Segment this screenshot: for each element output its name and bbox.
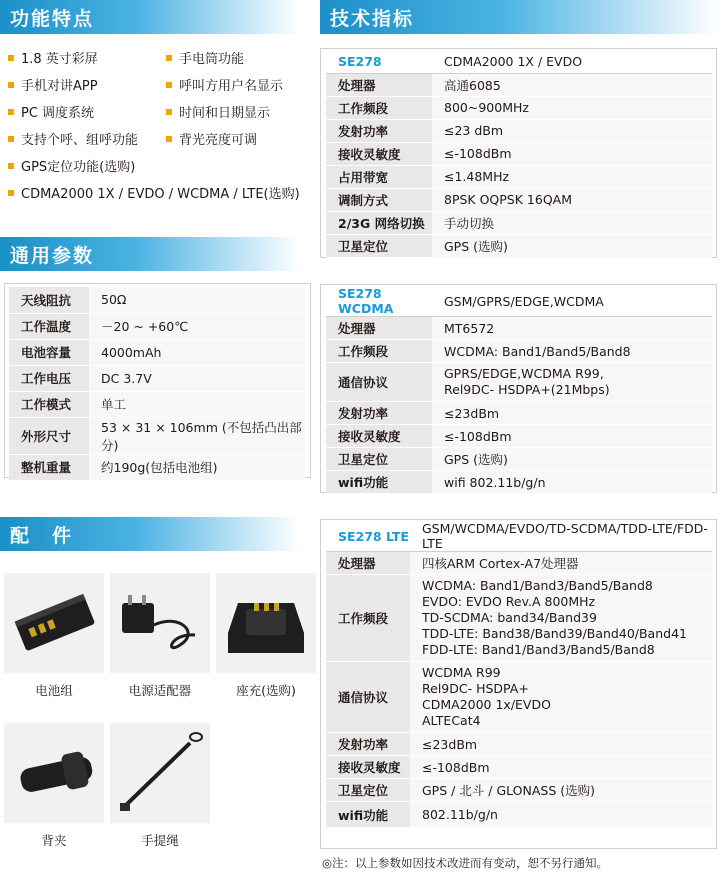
accessory-belt-clip-label: 背夹 <box>41 833 67 848</box>
spec-value: ≤-108dBm <box>410 756 712 779</box>
spec-row <box>326 662 712 733</box>
spec-key: wifi功能 <box>326 802 410 828</box>
param-value: 53 × 31 × 106mm (不包括凸出部分) <box>89 417 305 454</box>
spec-value: GPS / 北斗 / GLONASS (选购) <box>410 779 712 802</box>
feature-label: 1.8 英寸彩屏 <box>21 52 98 67</box>
spec-value: 手动切换 <box>432 211 712 234</box>
spec-model-standard: GSM/GPRS/EDGE,WCDMA <box>432 286 712 317</box>
spec-row <box>326 779 712 802</box>
spec-value: WCDMA: Band1/Band5/Band8 <box>432 340 712 363</box>
spec-model-standard: CDMA2000 1X / EVDO <box>432 50 712 73</box>
general-param-row <box>9 391 305 417</box>
spec-row <box>326 552 712 575</box>
spec-model-name: SE278 <box>326 50 432 73</box>
spec-key: 通信协议 <box>326 662 410 733</box>
param-key: 工作温度 <box>9 313 89 339</box>
feature-item <box>8 183 300 202</box>
spec-value: 高通6085 <box>432 73 712 96</box>
spec-row <box>326 142 712 165</box>
spec-value: wifi 802.11b/g/n <box>432 471 712 494</box>
spec-value: WCDMA: Band1/Band3/Band5/Band8 EVDO: EVDO Rev.A 800MHz TD-SCDMA: band34/Band39 TDD-LTE: Band38/Band39/Band40/Band41 FDD-LTE: Band1/Band3/Band5/Band8 <box>410 575 712 662</box>
param-value: 4000mAh <box>89 339 305 365</box>
feature-label: CDMA2000 1X / EVDO / WCDMA / LTE(选购) <box>21 187 300 202</box>
spec-value: 802.11b/g/n <box>410 802 712 828</box>
bullet-icon <box>166 136 172 142</box>
accessory-adapter-image <box>110 573 210 673</box>
spec-key: 处理器 <box>326 73 432 96</box>
spec-key: 处理器 <box>326 317 432 340</box>
spec-key: 接收灵敏度 <box>326 142 432 165</box>
spec-value: ≤-108dBm <box>432 142 712 165</box>
spec-key: 卫星定位 <box>326 234 432 257</box>
spec-row <box>326 340 712 363</box>
accessory-charger-image <box>216 573 316 673</box>
battery-icon <box>4 573 104 673</box>
spec-model-row <box>326 521 712 552</box>
spec-row <box>326 471 712 494</box>
spec-value: ≤23dBm <box>410 733 712 756</box>
spec-value: WCDMA R99 Rel9DC- HSDPA+ CDMA2000 1x/EVDO ALTECat4 <box>410 662 712 733</box>
spec-row <box>326 119 712 142</box>
spec-model-name: SE278 LTE <box>326 521 410 552</box>
bullet-icon <box>166 109 172 115</box>
bullet-icon <box>8 82 14 88</box>
power-adapter-icon <box>110 573 210 673</box>
bullet-icon <box>166 82 172 88</box>
feature-item <box>166 48 244 67</box>
feature-label: GPS定位功能(选购) <box>21 160 136 175</box>
accessory-belt-clip-image <box>4 723 104 823</box>
spec-key: 处理器 <box>326 552 410 575</box>
accessory-lanyard-label: 手提绳 <box>141 833 179 848</box>
spec-key: 通信协议 <box>326 363 432 402</box>
feature-label: 手电筒功能 <box>179 52 245 67</box>
general-params-table <box>9 287 305 481</box>
spec-model-name: SE278 WCDMA <box>326 286 432 317</box>
feature-label: 呼叫方用户名显示 <box>179 79 284 94</box>
accessories-header: 配 件 <box>0 517 300 551</box>
spec-key: 发射功率 <box>326 119 432 142</box>
spec-value: 800~900MHz <box>432 96 712 119</box>
spec-value: ≤23 dBm <box>432 119 712 142</box>
spec-value: MT6572 <box>432 317 712 340</box>
accessory-charger-label: 座充(选购) <box>236 683 296 698</box>
feature-item <box>166 75 283 94</box>
spec-row <box>326 165 712 188</box>
spec-row <box>326 802 712 828</box>
spec-row <box>326 425 712 448</box>
accessory-battery-image <box>4 573 104 673</box>
param-value: 单工 <box>89 391 305 417</box>
spec-key: 发射功率 <box>326 733 410 756</box>
spec-key: 2/3G 网络切换 <box>326 211 432 234</box>
spec-row <box>326 96 712 119</box>
spec-model-row <box>326 286 712 317</box>
general-param-row <box>9 365 305 391</box>
spec-key: wifi功能 <box>326 471 432 494</box>
specs-header: 技术指标 <box>320 0 720 34</box>
spec-row <box>326 234 712 257</box>
spec-key: 卫星定位 <box>326 448 432 471</box>
accessory-battery-label: 电池组 <box>35 683 73 698</box>
feature-label: 时间和日期显示 <box>179 106 271 121</box>
param-value: 50Ω <box>89 287 305 313</box>
bullet-icon <box>8 136 14 142</box>
spec-value: ≤-108dBm <box>432 425 712 448</box>
param-key: 天线阻抗 <box>9 287 89 313</box>
general-param-row <box>9 339 305 365</box>
feature-item <box>8 156 135 175</box>
bullet-icon <box>8 190 14 196</box>
spec-row <box>326 575 712 662</box>
feature-label: 背光亮度可调 <box>179 133 258 148</box>
spec-key: 接收灵敏度 <box>326 756 410 779</box>
spec-se278-table <box>326 50 712 258</box>
spec-row <box>326 317 712 340</box>
spec-key: 接收灵敏度 <box>326 425 432 448</box>
spec-value: GPS (选购) <box>432 448 712 471</box>
feature-item <box>166 102 270 121</box>
param-key: 电池容量 <box>9 339 89 365</box>
bullet-icon <box>8 109 14 115</box>
general-param-row <box>9 417 305 454</box>
spec-row <box>326 733 712 756</box>
spec-key: 工作频段 <box>326 575 410 662</box>
spec-key: 调制方式 <box>326 188 432 211</box>
param-value: －20 ~ +60℃ <box>89 313 305 339</box>
accessory-adapter-label: 电源适配器 <box>128 683 192 698</box>
bullet-icon <box>8 163 14 169</box>
spec-value: GPS (选购) <box>432 234 712 257</box>
spec-key: 发射功率 <box>326 402 432 425</box>
feature-label: 支持个呼、组呼功能 <box>21 133 139 148</box>
charging-base-icon <box>216 573 316 673</box>
spec-model-row <box>326 50 712 73</box>
spec-key: 卫星定位 <box>326 779 410 802</box>
bullet-icon <box>8 55 14 61</box>
footnote: ◎注：以上参数如因技术改进而有变动，恕不另行通知。 <box>322 856 609 870</box>
features-header: 功能特点 <box>0 0 300 34</box>
param-key: 整机重量 <box>9 454 89 480</box>
accessory-lanyard-image <box>110 723 210 823</box>
param-value: DC 3.7V <box>89 365 305 391</box>
feature-item <box>8 129 138 148</box>
spec-row <box>326 73 712 96</box>
feature-item <box>8 48 98 67</box>
spec-row <box>326 448 712 471</box>
spec-row <box>326 402 712 425</box>
feature-item <box>166 129 257 148</box>
param-key: 工作电压 <box>9 365 89 391</box>
spec-key: 占用带宽 <box>326 165 432 188</box>
general-params-header: 通用参数 <box>0 237 300 271</box>
spec-row <box>326 363 712 402</box>
spec-model-standard: GSM/WCDMA/EVDO/TD-SCDMA/TDD-LTE/FDD-LTE <box>410 521 712 552</box>
feature-label: 手机对讲APP <box>21 79 98 94</box>
bullet-icon <box>166 55 172 61</box>
param-key: 外形尺寸 <box>9 417 89 454</box>
param-key: 工作模式 <box>9 391 89 417</box>
spec-value: 8PSK OQPSK 16QAM <box>432 188 712 211</box>
general-param-row <box>9 313 305 339</box>
general-param-row <box>9 454 305 480</box>
spec-key: 工作频段 <box>326 340 432 363</box>
belt-clip-icon <box>4 723 104 823</box>
spec-key: 工作频段 <box>326 96 432 119</box>
spec-value: 四核ARM Cortex-A7处理器 <box>410 552 712 575</box>
spec-row <box>326 188 712 211</box>
param-value: 约190g(包括电池组) <box>89 454 305 480</box>
spec-row <box>326 756 712 779</box>
spec-value: GPRS/EDGE,WCDMA R99, Rel9DC- HSDPA+(21Mbps) <box>432 363 712 402</box>
spec-wcdma-table <box>326 286 712 494</box>
feature-item <box>8 75 98 94</box>
lanyard-icon <box>110 723 210 823</box>
spec-lte-table <box>326 521 712 828</box>
feature-label: PC 调度系统 <box>21 106 95 121</box>
spec-row <box>326 211 712 234</box>
general-param-row <box>9 287 305 313</box>
spec-value: ≤23dBm <box>432 402 712 425</box>
spec-value: ≤1.48MHz <box>432 165 712 188</box>
feature-item <box>8 102 94 121</box>
